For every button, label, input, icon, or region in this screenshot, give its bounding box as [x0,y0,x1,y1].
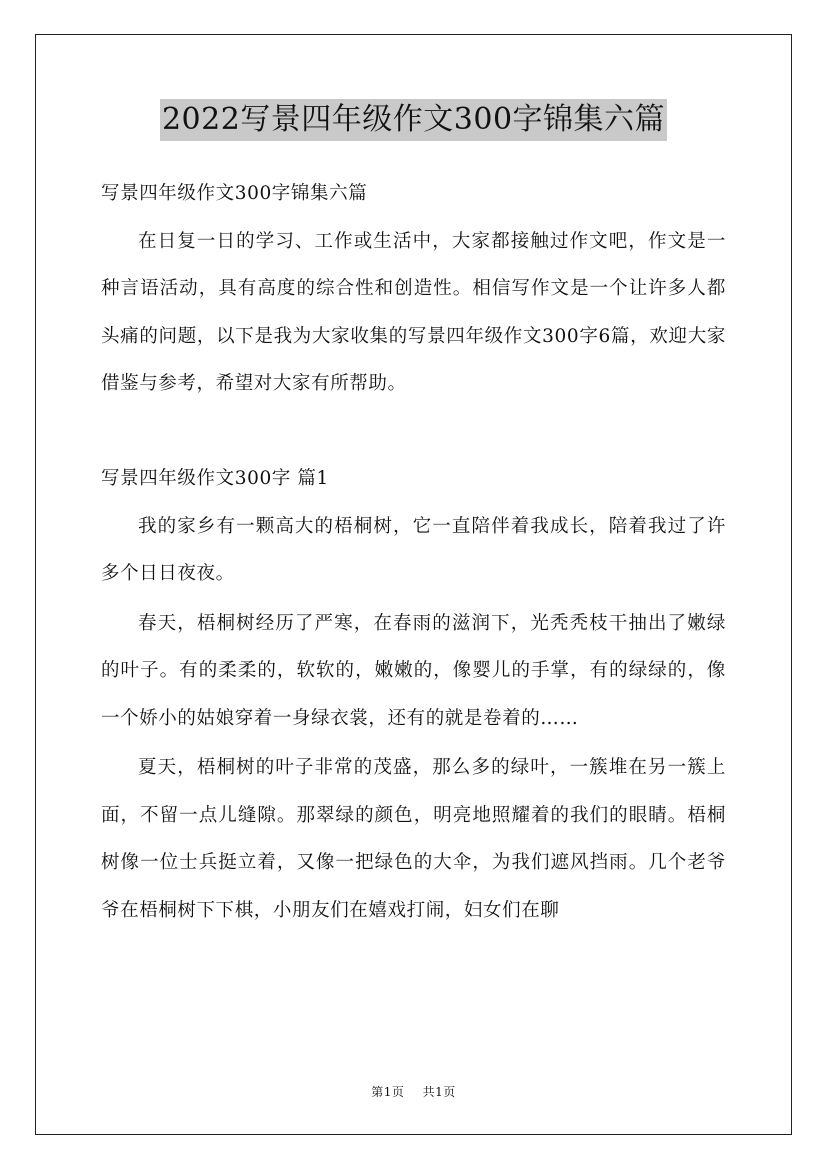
title-block [0,99,827,141]
page-total: 共1页 [422,1085,456,1099]
section-heading: 写景四年级作文300字 篇1 [101,468,329,489]
body-paragraph: 我的家乡有一颗高大的梧桐树，它一直陪伴着我成长，陪着我过了许多个日日夜夜。 [101,515,726,584]
spacer [101,408,726,456]
intro-paragraph: 在日复一日的学习、工作或生活中，大家都接触过作文吧，作文是一种言语活动，具有高度的综合性和创造性。相信写作文是一个让许多人都头痛的问题，以下是我为大家收集的写景四年级作文300字6篇，欢迎大家借鉴与参考，希望对大家有所帮助。 [101,230,726,394]
document-subtitle: 写景四年级作文300字锦集六篇 [101,183,368,204]
page-number: 第1页 [371,1085,405,1099]
document-title: 2022写景四年级作文300字锦集六篇 [160,99,667,141]
document-body [101,170,726,934]
page-footer [0,1083,827,1100]
body-paragraph: 春天，梧桐树经历了严寒，在春雨的滋润下，光秃秃枝干抽出了嫩绿的叶子。有的柔柔的，软软的，嫩嫩的，像婴儿的手掌，有的绿绿的，像一个娇小的姑娘穿着一身绿衣裳，还有的就是卷着的…… [101,612,726,729]
body-paragraph: 夏天，梧桐树的叶子非常的茂盛，那么多的绿叶，一簇堆在另一簇上面，不留一点儿缝隙。那翠绿的颜色，明亮地照耀着的我们的眼睛。梧桐树像一位士兵挺立着，又像一把绿色的大伞，为我们遮风挡雨。几个老爷爷在梧桐树下下棋，小朋友们在嬉戏打闹，妇女们在聊 [101,757,726,921]
